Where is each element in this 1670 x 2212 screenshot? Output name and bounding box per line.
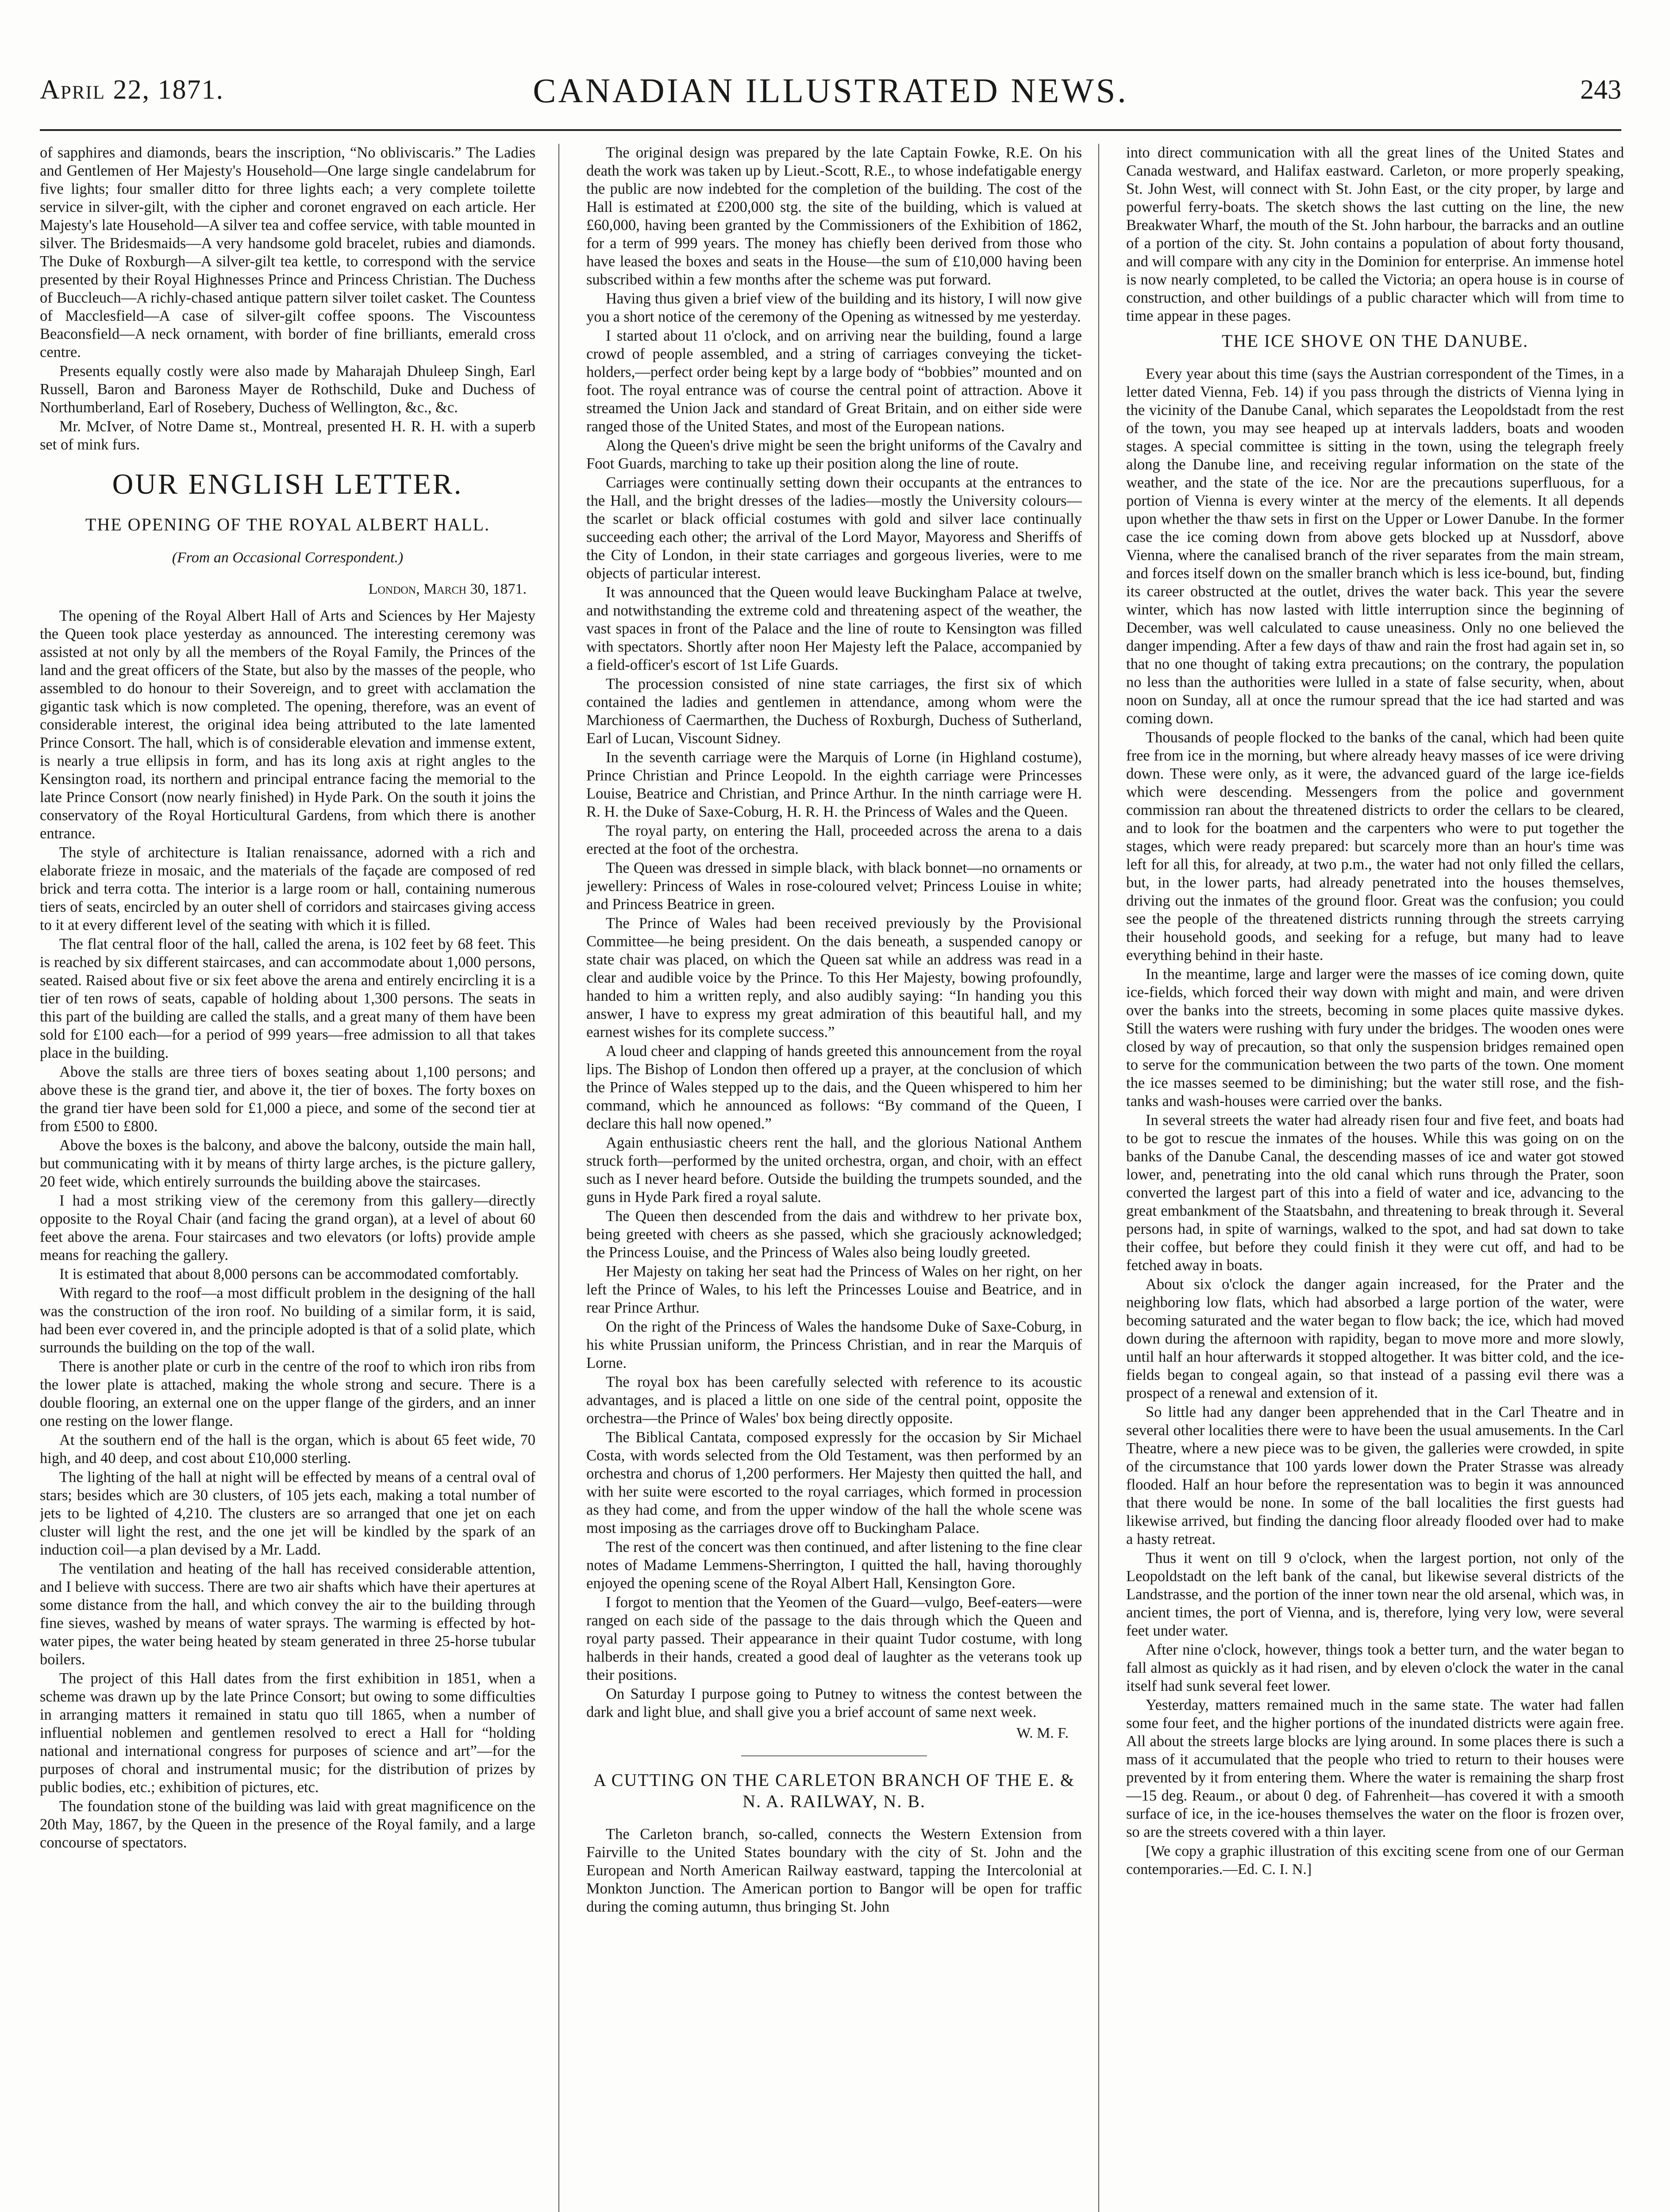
paragraph: A loud cheer and clapping of hands greeted this announcement from the royal lips. The Bishop of London then offered up a prayer, at the conclusion of which the Prince of Wales stepped up to the dais, and the Queen whispered to him her command, which he announced as follows: “By command of the Queen, I declare this hall now opened.” [586,1043,1082,1132]
paragraph: The flat central floor of the hall, called the arena, is 102 feet by 68 feet. This is reached by six different staircases, and can accommodate about 1,000 persons, seated. Raised about five or six feet above the arena and entirely encircling it is a tier of ten rows of seats, capable of holding about 1,300 persons. The seats in this part of the building are called the stalls, and a great many of them have been sold for £100 each—for a period of 999 years—free admission to all that takes place in the building. [40,936,535,1061]
editor-note: [We copy a graphic illustration of this exciting scene from one of our German contemporaries.—Ed. C. I. N.] [1126,1843,1624,1878]
masthead-rule [40,129,1621,131]
paragraph: Presents equally costly were also made by Maharajah Dhuleep Singh, Earl Russell, Baron and Baroness Mayer de Rothschild, Duke and Duchess of Northumberland, Earl of Rosebery, Duchess of Wellington, &c., &c. [40,363,535,416]
paragraph: On the right of the Princess of Wales the handsome Duke of Saxe-Coburg, in his white Prussian uniform, the Princess Christian, and in rear the Marquis of Lorne. [586,1318,1082,1371]
paragraph: Thus it went on till 9 o'clock, when the largest portion, not only of the Leopoldstadt on the left bank of the canal, but likewise several districts of the Landstrasse, and the portion of the inner town near the old arsenal, which was, in ancient times, the port of Vienna, and is, therefore, lying very low, were several feet under water. [1126,1550,1624,1639]
paragraph: Thousands of people flocked to the banks of the canal, which had been quite free from ice in the morning, but where already heavy masses of ice were driving down. These were only, as it were, the advanced guard of the large ice-fields which were descending. Messengers from the police and government commission ran about the threatened districts to order the cellars to be cleared, and to look for the boatmen and the carpenters who were to put together the stages, which were ready prepared: but scarcely more than an hour's time was left for all this, for already, at two p.m., the water had not only filled the cellars, but, in the lower parts, had already penetrated into the houses themselves, driving out the inmates of the ground floor. Great was the confusion; you could see the people of the threatened districts running through the streets carrying their household goods, and seeking for a refuge, but many had to leave everything behind in their haste. [1126,729,1624,964]
paragraph: It was announced that the Queen would leave Buckingham Palace at twelve, and notwithstanding the extreme cold and threatening aspect of the weather, the vast spaces in front of the Palace and the line of route to Kensington was filled with spectators. Shortly after noon Her Majesty left the Palace, accompanied by a field-officer's escort of 1st Life Guards. [586,584,1082,673]
paragraph: The ventilation and heating of the hall has received considerable attention, and I believe with success. There are two air shafts which have their apertures at some distance from the hall, and which convey the air to the building through fine sieves, washed by means of water sprays. The warming is effected by hot-water pipes, the water being heated by steam generated in three 25-horse tubular boilers. [40,1560,535,1668]
section-rule [741,1755,927,1756]
article-heading: THE ICE SHOVE ON THE DANUBE. [1222,331,1528,351]
paragraph: The royal party, on entering the Hall, proceeded across the arena to a dais erected at the foot of the orchestra. [586,822,1082,857]
paragraph: I had a most striking view of the ceremony from this gallery—directly opposite to the Royal Chair (and facing the grand organ), at a level of about 60 feet above the arena. Four staircases and two elevators (or lofts) provide ample means for reaching the gallery. [40,1192,535,1263]
paragraph: The opening of the Royal Albert Hall of Arts and Sciences by Her Majesty the Queen took place yesterday as announced. The interesting ceremony was assisted at not only by all the members of the Royal Family, the Princes of the land and the great officers of the State, but also by the masses of the people, who assembled to do honour to their Sovereign, and to greet with acclamation the gigantic task which is now completed. The opening, therefore, was an event of considerable interest, the original idea being attributed to the late lamented Prince Consort. The hall, which is of considerable elevation and immense extent, is nearly a true ellipsis in form, and has its long axis at right angles to the Kensington road, its northern and principal entrance facing the memorial to the late Prince Consort (now nearly finished) in Hyde Park. On the south it joins the conservatory of the Royal Horticultural Gardens, from which there is another entrance. [40,607,535,842]
paragraph: Having thus given a brief view of the building and its history, I will now give you a short notice of the ceremony of the Opening as witnessed by me yesterday. [586,290,1082,325]
article-subheading: THE OPENING OF THE ROYAL ALBERT HALL. [85,515,490,534]
signature: W. M. F. [1016,1725,1069,1741]
paragraph: The rest of the concert was then continued, and after listening to the fine clear notes of Madame Lemmens-Sherrington, I quitted the hall, having thoroughly enjoyed the opening scene of the Royal Albert Hall, Kensington Gore. [586,1539,1082,1592]
page-number: 243 [1580,75,1621,105]
paragraph: The Queen then descended from the dais and withdrew to her private box, being greeted with cheers as she passed, which she graciously acknowledged; the Princess Louise, and the Princess of Wales also being loudly greeted. [586,1208,1082,1261]
column-divider [1098,144,1099,2212]
masthead [40,66,1621,128]
paragraph: Mr. McIver, of Notre Dame st., Montreal, presented H. R. H. with a superb set of mink furs. [40,418,535,453]
paragraph: In several streets the water had already risen four and five feet, and boats had to be got to rescue the inmates of the houses. While this was going on on the banks of the Danube Canal, the descending masses of ice and water got stowed lower, and, penetrating into the old canal which runs through the Prater, soon converted the largest part of this into a field of water and ice, advancing to the great embankment of the Staatsbahn, and threatening to break through it. Several persons had, in spite of warnings, walked to the spot, and had sat down to take their coffee, but before they could finish it they were cut off, and had to be fetched away in boats. [1126,1112,1624,1274]
paragraph: After nine o'clock, however, things took a better turn, and the water began to fall almost as quickly as it had risen, and by eleven o'clock the water in the canal itself had sunk several feet lower. [1126,1641,1624,1694]
paragraph: Yesterday, matters remained much in the same state. The water had fallen some four feet, and the higher portions of the inundated districts were again free. All about the streets large blocks are lying around. In some places there is such a mass of it accumulated that the people who tried to return to their houses were prevented by it from entering them. Where the water is remaining the sharp frost—15 deg. Reaum., or about 0 deg. of Fahrenheit—has covered it with a smooth surface of ice, in the ice-houses themselves the water on the floor is frozen over, so are the streets covered with a thin layer. [1126,1697,1624,1840]
paragraph: In the seventh carriage were the Marquis of Lorne (in Highland costume), Prince Christian and Prince Leopold. In the eighth carriage were Princesses Louise, Beatrice and Christian, and Prince Arthur. In the ninth carriage were H. R. H. the Duke of Saxe-Coburg, H. R. H. the Princess of Wales and the Queen. [586,749,1082,820]
byline: (From an Occasional Correspondent.) [172,549,404,566]
paragraph: The Biblical Cantata, composed expressly for the occasion by Sir Michael Costa, with words selected from the Old Testament, was then performed by an orchestra and chorus of 1,200 performers. Her Majesty then quitted the hall, and with her suite were escorted to the royal carriages, which formed in procession as they had come, and from the upper window of the hall the whole scene was most imposing as the carriages drove off to Buckingham Palace. [586,1429,1082,1536]
paragraph: The royal box has been carefully selected with reference to its acoustic advantages, and is placed a little on one side of the central point, opposite the orchestra—the Prince of Wales' box being directly opposite. [586,1374,1082,1427]
paragraph: The procession consisted of nine state carriages, the first six of which contained the ladies and gentlemen in attendance, among whom were the Marchioness of Caermarthen, the Duchess of Roxburgh, Duchess of Sutherland, Earl of Lucan, Viscount Sidney. [586,676,1082,747]
paragraph: The style of architecture is Italian renaissance, adorned with a rich and elaborate frieze in mosaic, and the materials of the façade are composed of red brick and terra cotta. The interior is a large room or hall, containing numerous tiers of seats, encircled by an outer shell of corridors and staircases giving access to it at every different level of the seating with which it is filled. [40,844,535,933]
column-1 [40,144,535,2212]
dateline: London, March 30, 1871. [368,581,527,597]
paragraph: Again enthusiastic cheers rent the hall, and the glorious National Anthem struck forth—performed by the united orchestra, organ, and choir, with an effect such as I never heard before. Outside the building the trumpets sounded, and the guns in Hyde Park fired a royal salute. [586,1134,1082,1206]
paragraph: The Carleton branch, so-called, connects the Western Extension from Fairville to the United States boundary with the city of St. John and the European and North American Railway eastward, tapping the Intercolonial at Monkton Junction. The American portion to Bangor will be open for traffic during the coming autumn, thus bringing St. John [586,1826,1082,1915]
paragraph: Above the boxes is the balcony, and above the balcony, outside the main hall, but communicating with it by means of thirty large arches, is the picture gallery, 20 feet wide, which entirely surrounds the building above the staircases. [40,1137,535,1190]
paragraph: Along the Queen's drive might be seen the bright uniforms of the Cavalry and Foot Guards, marching to take up their position along the line of route. [586,437,1082,472]
paragraph: I forgot to mention that the Yeomen of the Guard—vulgo, Beef-eaters—were ranged on each side of the passage to the dais through which the Queen and royal party passed. Their appearance in their quaint Tudor costume, with long halberds in their hands, created a good deal of laughter as the veterans took up their positions. [586,1594,1082,1683]
paragraph: The Queen was dressed in simple black, with black bonnet—no ornaments or jewellery: Princess of Wales in rose-coloured velvet; Princess Louise in white; and Princess Beatrice in green. [586,860,1082,913]
paragraph: Above the stalls are three tiers of boxes seating about 1,100 persons; and above these is the grand tier, and above it, the tier of boxes. The forty boxes on the grand tier have been sold for £1,000 a piece, and some of the second tier at from £500 to £800. [40,1064,535,1135]
paragraph: The Prince of Wales had been received previously by the Provisional Committee—he being president. On the dais beneath, a suspended canopy or state chair was placed, on which the Queen sat while an address was read in a clear and audible voice by the Prince. To this Her Majesty, bowing profoundly, handed to him a written reply, and also audibly saying: “In handing you this answer, I have to express my great admiration of this beautiful hall, and my earnest wishes for its complete success.” [586,915,1082,1041]
paragraph: I started about 11 o'clock, and on arriving near the building, found a large crowd of people assembled, and a string of carriages conveying the ticket-holders,—perfect order being kept by a large body of “bobbies” mounted and on foot. The royal entrance was of course the central point of attraction. Above it streamed the Union Jack and standard of Great Britain, and on either side were ranged those of the United States, and most of the European nations. [586,327,1082,435]
column-2 [586,144,1082,2212]
paragraph: At the southern end of the hall is the organ, which is about 65 feet wide, 70 high, and 40 deep, and cost about £10,000 sterling. [40,1432,535,1467]
paragraph: Her Majesty on taking her seat had the Princess of Wales on her right, on her left the Prince of Wales, to his left the Princesses Louise and Beatrice, and in rear Prince Arthur. [586,1263,1082,1316]
paragraph: So little had any danger been apprehended that in the Carl Theatre and in several other localities there were to have been the usual amusements. In the Carl Theatre, where a new piece was to be given, the galleries were crowded, in spite of the circumstance that 100 yards lower down the Prater Strasse was already flooded. Half an hour before the representation was to begin it was announced that there would be none. In some of the ball localities the first guests had likewise arrived, but finding the dancing floor already flooded over had to make a hasty retreat. [1126,1404,1624,1548]
paragraph: The lighting of the hall at night will be effected by means of a central oval of stars; besides which are 30 clusters, of 105 jets each, making a total number of jets to be lighted of 4,210. The clusters are so arranged that one jet on each cluster will light the rest, and the one jet will be kindled by the spark of an induction coil—a plan devised by a Mr. Ladd. [40,1469,535,1558]
paragraph: It is estimated that about 8,000 persons can be accommodated comfortably. [59,1266,519,1283]
paragraph: of sapphires and diamonds, bears the inscription, “No obliviscaris.” The Ladies and Gentlemen of Her Majesty's Household—One large single candelabrum for five lights; four smaller ditto for three lights each; a very complete toilette service in silver-gilt, with the cipher and coronet engraved on each article. Her Majesty's late Household—A silver tea and coffee service, with table mounted in silver. The Bridesmaids—A very handsome gold bracelet, rubies and diamonds. The Duke of Roxburgh—A silver-gilt tea kettle, to correspond with the service presented by their Royal Highnesses Prince and Princess Christian. The Duchess of Buccleuch—A richly-chased antique pattern silver toilet casket. The Countess of Macclesfield—A case of silver-gilt coffee spoons. The Viscountess Beaconsfield—A neck ornament, with border of fine brilliants, emerald cross centre. [40,144,535,361]
paragraph: Every year about this time (says the Austrian correspondent of the Times, in a letter dated Vienna, Feb. 14) if you pass through the districts of Vienna lying in the vicinity of the Danube Canal, which separates the Leopoldstadt from the rest of the town, you may see heaped up at intervals ladders, boats and wooden stages. A special committee is sitting in the town, using the telegraph freely along the Danube line, and receiving regular information on the state of the weather, and the state of the ice. Nor are the precautions superfluous, for a portion of Vienna is every winter at the mercy of the elements. It all depends upon whether the thaw sets in first on the Upper or Lower Danube. In the former case the ice coming down from above gets blocked up at Nussdorf, above Vienna, where the canalised branch of the river separates from the main stream, and forces itself down on the smaller branch which is less ice-bound, but, finding its career obstructed at the outlet, drives the water back. This year the severe winter, which has now lasted with little interruption since the beginning of December, was well calculated to cause uneasiness. Only no one believed the danger impending. After a few days of thaw and rain the frost had again set in, so that no one thought of taking extra precautions; on the contrary, the population no less than the authorities were lulled in a state of false security, when, about noon on Sunday, all at once the rumour spread that the ice had started and was coming down. [1126,365,1624,727]
paragraph: In the meantime, large and larger were the masses of ice coming down, quite ice-fields, which forced their way down with might and main, and were driven over the banks into the streets, becoming in some places quite massive dykes. Still the waters were rushing with fury under the bridges. The wooden ones were closed by way of precaution, so that only the suspension bridges remained open to serve for the communication between the two parts of the town. One moment the ice masses seemed to be diminishing; but the water still rose, and the fish-tanks and wash-houses were carried over the banks. [1126,966,1624,1110]
paragraph: On Saturday I purpose going to Putney to witness the contest between the dark and light blue, and shall give you a brief account of same next week. [586,1686,1082,1720]
paragraph: into direct communication with all the great lines of the United States and Canada westward, and Halifax eastward. Carleton, or more properly speaking, St. John West, will connect with St. John East, or the city proper, by large and powerful ferry-boats. The sketch shows the last cutting on the line, the new Breakwater Wharf, the mouth of the St. John harbour, the barracks and an outline of a portion of the city. St. John contains a population of about forty thousand, and will compare with any city in the Dominion for enterprise. An immense hotel is now nearly completed, to be called the Victoria; an opera house is in course of construction, and other buildings of a public character which will from time to time appear in these pages. [1126,144,1624,324]
newspaper-title: CANADIAN ILLUSTRATED NEWS. [533,71,1128,110]
paragraph: About six o'clock the danger again increased, for the Prater and the neighboring low flats, which had absorbed a large portion of the water, were becoming saturated and the water began to flow back; the ice, which had moved down during the afternoon with rapidity, began to move more and more slowly, until half an hour afterwards it stopped altogether. It was bitter cold, and the ice-fields began to congeal again, so that instead of a passing evil there was a prospect of a renewal and extension of it. [1126,1276,1624,1402]
column-3 [1126,144,1624,2212]
article-heading: OUR ENGLISH LETTER. [112,468,463,500]
issue-date: April 22, 1871. [40,75,224,105]
paragraph: There is another plate or curb in the centre of the roof to which iron ribs from the lower plate is attached, making the whole strong and secure. There is a double flooring, an external one on the upper flange of the girders, and an inner one resting on the lower flange. [40,1358,535,1429]
paragraph: The foundation stone of the building was laid with great magnificence on the 20th May, 1867, by the Queen in the presence of the Royal family, and a large concourse of spectators. [40,1798,535,1851]
paragraph: With regard to the roof—a most difficult problem in the designing of the hall was the construction of the iron roof. No building of a similar form, it is said, had been ever covered in, and the principle adopted is that of a solid plate, which surrounds the building on the top of the wall. [40,1285,535,1356]
article-heading: A CUTTING ON THE CARLETON BRANCH OF THE E. & N. A. RAILWAY, N. B. [593,1770,1075,1811]
paragraph: Carriages were continually setting down their occupants at the entrances to the Hall, and the bright dresses of the ladies—mostly the University colours—the scarlet or black official costumes with gold and silver lace continually succeeding each other; the arrival of the Lord Mayor, Mayoress and Sheriffs of the City of London, in their state carriages and gorgeous liveries, were to me objects of particular interest. [586,474,1082,582]
column-divider [558,144,559,2212]
paragraph: The project of this Hall dates from the first exhibition in 1851, when a scheme was drawn up by the late Prince Consort; but owing to some difficulties in arranging matters it remained in statu quo till 1865, when a number of influential noblemen and gentlemen resolved to erect a Hall for “holding national and international congress for purposes of science and art”—for the purposes of choral and instrumental music; for the distribution of prizes by public bodies, etc.; exhibition of pictures, etc. [40,1670,535,1796]
paragraph: The original design was prepared by the late Captain Fowke, R.E. On his death the work was taken up by Lieut.-Scott, R.E., to whose indefatigable energy the public are now indebted for the completion of the building. The cost of the Hall is estimated at £200,000 stg. the site of the building, which is valued at £60,000, having been granted by the Commissioners of the Exhibition of 1862, for a term of 999 years. The money has chiefly been derived from those who have leased the boxes and seats in the House—the sum of £10,000 having been subscribed within a few months after the scheme was put forward. [586,144,1082,288]
